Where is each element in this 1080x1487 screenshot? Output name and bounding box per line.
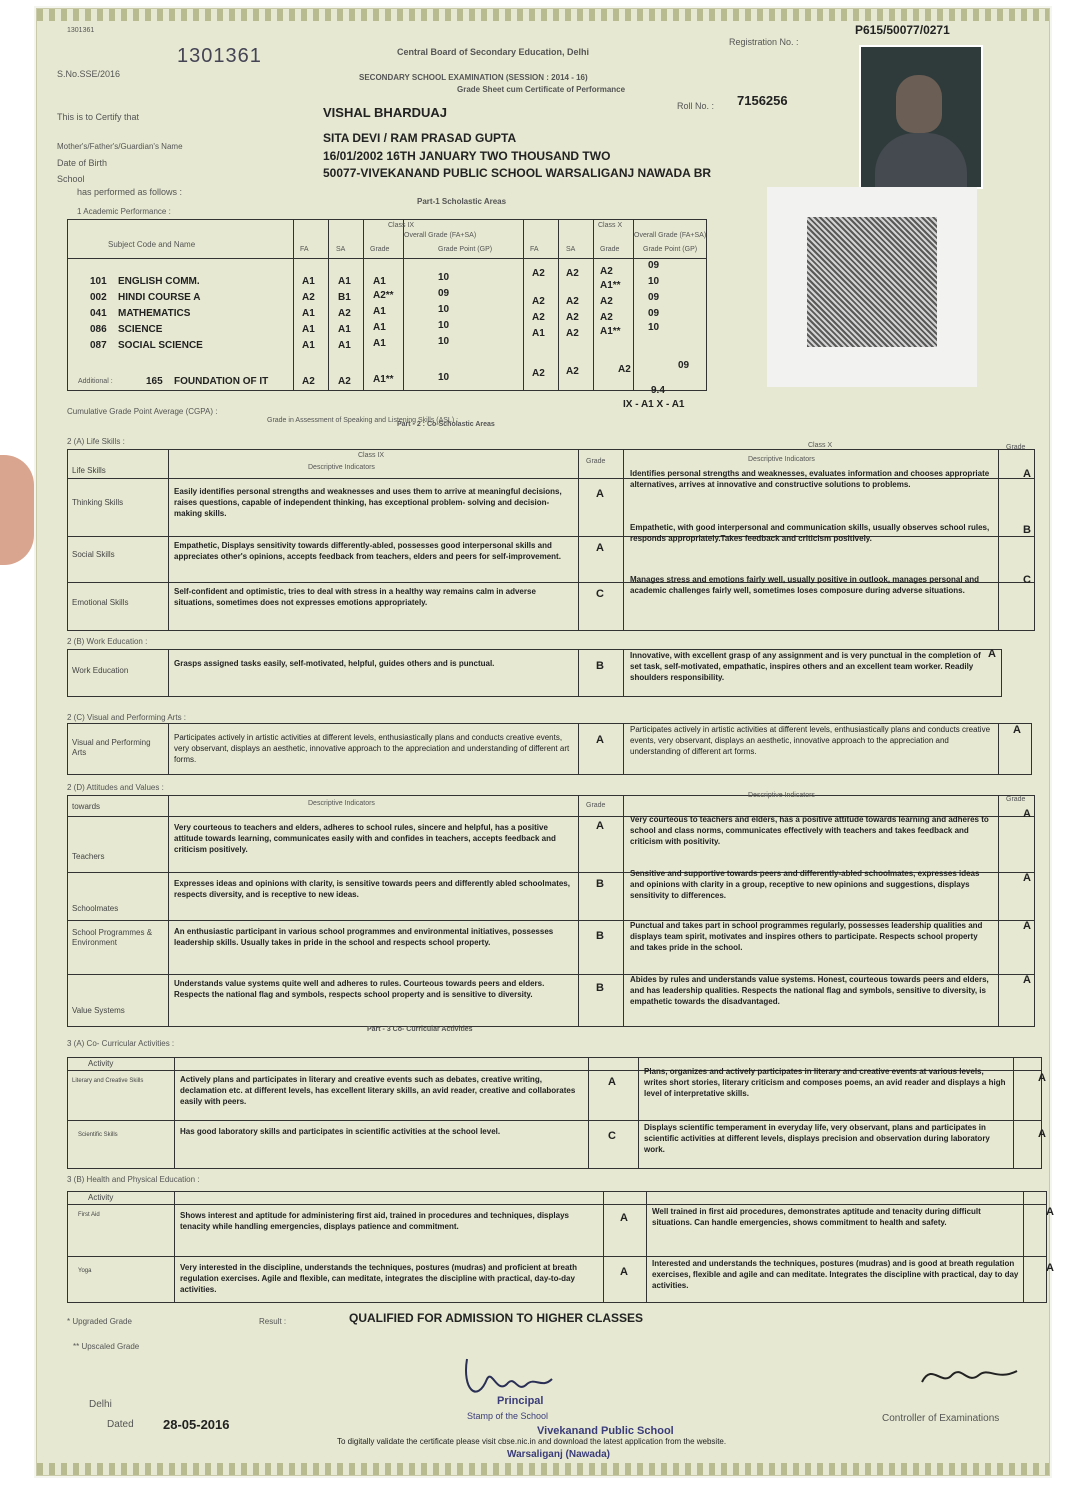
- academic-table: [67, 219, 707, 391]
- subject-code: 002: [90, 292, 107, 303]
- gp-cell: 09: [678, 360, 690, 371]
- gp-cell: 10: [438, 272, 450, 283]
- x-indicator: Punctual and takes part in school programmes regularly, possesses leadership qualities and displays team spirit, motivates and inspires others to participate. Respects school property and takes pride in the school.: [630, 921, 983, 952]
- x-indicator: Sensitive and supportive towards peers and differently-abled schoolmates, expresses ideas and opinions with clarity in a group, receptive to new opinions and suggestions, displays sensitivity to differences.: [630, 869, 980, 900]
- part3-title: Part - 3 Co- Curricular Activities: [367, 1026, 473, 1033]
- x-indicator: Abides by rules and understands value systems. Honest, courteous towards peers and elders, and has leadership qualities. Respects the national flag and symbols, sensitive to diversity, is empathetic towards the disadvantaged.: [630, 975, 989, 1006]
- x-grade: A: [1023, 808, 1031, 820]
- grade-cell: A1: [373, 338, 386, 349]
- grade-cell: A2: [600, 266, 613, 277]
- grade-cell: A1: [302, 324, 315, 335]
- x-grade: A: [1038, 1072, 1046, 1084]
- subject-code: 101: [90, 276, 107, 287]
- attitudes-table: [67, 792, 1035, 1027]
- reg-label: Registration No. :: [729, 37, 799, 47]
- activity-name: Literary and Creative Skills: [72, 1078, 144, 1084]
- subject-header: Subject Code and Name: [108, 240, 196, 249]
- grade-cell: A2: [532, 312, 545, 323]
- x-indicator: Innovative, with excellent grasp of any assignment and is very punctual in the completion of set task, self-motivated, empathatic, inspires others and an excellent team worker. Readily shoulders responsibility.: [630, 651, 981, 682]
- ix-indicator: Empathetic, Displays sensitivity towards differently-abled, possesses good interpersonal skills and appreciates other's opinions, accepts feedback from teachers, elders and peers for self-improvement.: [174, 541, 561, 561]
- part1-title: Part-1 Scholastic Areas: [417, 197, 507, 206]
- x-grade: C: [1023, 574, 1031, 586]
- ix-indicator: Participates actively in artistic activities at different levels, enthusiastically plans and conducts creative events, very observant, displays an aesthetic, innovative approach to the appreciation and understanding of different art forms.: [174, 733, 570, 764]
- grade-cell: A2: [302, 292, 315, 303]
- x-grade: B: [1023, 524, 1031, 536]
- grade-cell: A1: [338, 340, 351, 351]
- upscaled-note: ** Upscaled Grade: [73, 1342, 140, 1351]
- ix-grade: A: [608, 1076, 616, 1088]
- certify-label: This is to Certify that: [57, 112, 140, 122]
- grade9-header: Grade: [370, 246, 390, 253]
- grade10-header: Grade: [600, 246, 620, 253]
- sa10-header: SA: [566, 246, 576, 253]
- sno-label: S.No.SSE/2016: [57, 69, 121, 79]
- activity-name: Scientific Skills: [78, 1132, 118, 1138]
- attitude-name: Schoolmates: [72, 904, 119, 913]
- grade-header: Grade: [1006, 796, 1026, 803]
- ix-grade: A: [596, 820, 604, 832]
- class9-header: Class IX: [388, 222, 415, 229]
- x-indicator: Participates actively in artistic activities at different levels, enthusiastically plans and conducts creative events, very observant, displays an aesthetic, innovative approach to the appreciation and understanding of different art forms.: [630, 725, 991, 756]
- life-skills-table: [67, 442, 1035, 631]
- school-label: School: [57, 174, 85, 184]
- x-indicator: Plans, organizes and actively participates in literary and creative events at various levels, writes short stories, literary criticism and composes poems, an avid reader and displays a high level of interpretative skills.: [644, 1067, 1006, 1098]
- x-grade: A: [1023, 872, 1031, 884]
- fa10-header: FA: [530, 246, 539, 253]
- ix-indicator: Expresses ideas and opinions with clarity, is sensitive towards peers and differently abled schoolmates, respects diversity, and is receptive to new ideas.: [174, 879, 570, 899]
- activity-header: Activity: [88, 1193, 114, 1202]
- photo-face: [896, 75, 942, 133]
- grade-cell: A1**: [600, 280, 621, 291]
- x-indicator: Displays scientific temperament in everyday life, very observant, plans and participates in scientific activities at different levels, displays precision and observation during laboratory work.: [644, 1123, 990, 1154]
- ix-grade: B: [596, 878, 604, 890]
- grade-cell: A2: [532, 268, 545, 279]
- class9-label: Class IX: [358, 452, 385, 459]
- subject-name: ENGLISH COMM.: [118, 276, 200, 287]
- arts-title: 2 (C) Visual and Performing Arts :: [67, 713, 187, 722]
- x-grade: A: [1046, 1206, 1054, 1218]
- qr-code: [767, 187, 977, 387]
- serial-number: 1301361: [177, 45, 262, 67]
- performed-label: has performed as follows :: [77, 187, 183, 197]
- x-indicator: Manages stress and emotions fairly well, usually positive in outlook, manages personal and academic challenges fairly well, sometimes loses composure during adverse situations.: [630, 575, 979, 595]
- grade-header: Grade: [1006, 444, 1026, 451]
- x-grade: A: [1023, 468, 1031, 480]
- desc-header: Descriptive Indicators: [308, 800, 375, 807]
- grade-cell: A1: [373, 322, 386, 333]
- x-grade: A: [988, 648, 996, 660]
- thumb: [0, 455, 34, 565]
- life-skills-label: Life Skills: [72, 466, 106, 475]
- x-indicator: Well trained in first aid procedures, demonstrates aptitude and tenacity during difficult situations. Can handle emergencies, shows commitment to health and safety.: [652, 1207, 981, 1227]
- roll-number: 7156256: [737, 93, 788, 108]
- x-grade: A: [1023, 920, 1031, 932]
- controller-signature: [917, 1357, 1027, 1397]
- attitude-name: School Programmes & Environment: [72, 928, 153, 947]
- cgpa-label: Cumulative Grade Point Average (CGPA) :: [67, 407, 218, 416]
- subject-name: SOCIAL SCIENCE: [118, 340, 203, 351]
- academic-label: 1 Academic Performance :: [77, 207, 171, 216]
- subject-name: HINDI COURSE A: [118, 292, 201, 303]
- attitude-name: Value Systems: [72, 1006, 125, 1015]
- gp-cell: 10: [438, 336, 450, 347]
- ix-grade: C: [596, 588, 604, 600]
- grade-cell: A1: [532, 328, 545, 339]
- work-education-table: [67, 649, 1002, 697]
- dob-label: Date of Birth: [57, 158, 108, 168]
- ix-indicator: Self-confident and optimistic, tries to deal with stress in a healthy way remains calm in adverse situations, sometimes does not expresses emotions appropriately.: [174, 587, 536, 607]
- bottom-border: [37, 1463, 1049, 1475]
- grade-cell: A2: [566, 268, 579, 279]
- x-grade: A: [1046, 1262, 1054, 1274]
- result-label: Result :: [259, 1317, 287, 1326]
- top-border: [37, 9, 1049, 21]
- work-label: Work Education: [72, 666, 129, 675]
- gp10-header: Grade Point (GP): [643, 246, 698, 253]
- place-label: Delhi: [89, 1399, 112, 1410]
- gp-cell: 10: [438, 372, 450, 383]
- cca-title: 3 (A) Co- Curricular Activities :: [67, 1039, 175, 1048]
- cgpa-value: 9.4: [651, 385, 665, 396]
- skill-name: Social Skills: [72, 550, 115, 559]
- result-value: QUALIFIED FOR ADMISSION TO HIGHER CLASSES: [349, 1311, 644, 1325]
- issue-date: 28-05-2016: [163, 1417, 230, 1432]
- grade-cell: A1: [302, 340, 315, 351]
- subject-code: 041: [90, 308, 107, 319]
- school-stamp: Vivekanand Public School: [537, 1425, 674, 1437]
- skill-name: Thinking Skills: [72, 498, 124, 507]
- x-grade: A: [1038, 1128, 1046, 1140]
- subject-code: 086: [90, 324, 107, 335]
- attitude-name: Teachers: [72, 852, 105, 861]
- gp-cell: 10: [648, 322, 660, 333]
- overall9-header: Overall Grade (FA+SA): [404, 232, 477, 239]
- x-indicator: Interested and understands the techniques, postures (mudras) and is good at breath regulation exercises, flexible and agile and can meditate. Integrates the discipline with practical, day to day activities.: [652, 1259, 1019, 1290]
- exam-name: SECONDARY SCHOOL EXAMINATION (SESSION : 2014 - 16): [359, 73, 588, 82]
- hpe-name: Yoga: [78, 1268, 92, 1274]
- ix-grade: A: [596, 488, 604, 500]
- x-grade: A: [1013, 724, 1021, 736]
- ix-grade: B: [596, 660, 604, 672]
- ix-indicator: Easily identifies personal strengths and weaknesses and uses them to arrive at meaningful decisions, raises questions, capable of independent thinking, has exceptional problem- solving and decision- making skills.: [174, 487, 562, 518]
- asl-label: Grade in Assessment of Speaking and Listening Skills (ASL) :: [267, 417, 459, 424]
- grade-cell: A1: [302, 308, 315, 319]
- reg-number: P615/50077/0271: [855, 23, 950, 37]
- ix-indicator: Very courteous to teachers and elders, adheres to school rules, sincere and helpful, has a positive attitude towards learning, communicates easily with and confides in teachers, accepts feedback and criticism positively.: [174, 823, 556, 854]
- ix-grade: A: [620, 1212, 628, 1224]
- x-indicator: Identifies personal strengths and weaknesses, evaluates information and chooses appropriate alternatives, arrives at innovative and constructive solutions to problems.: [630, 469, 990, 489]
- grade-cell: A1**: [600, 326, 621, 337]
- gp-cell: 09: [648, 260, 660, 271]
- ix-grade: A: [596, 542, 604, 554]
- life-title: 2 (A) Life Skills :: [67, 437, 125, 446]
- dob: 16/01/2002 16TH JANUARY TWO THOUSAND TWO: [323, 149, 611, 163]
- sa9-header: SA: [336, 246, 346, 253]
- qr-pattern: [807, 217, 937, 347]
- gp-cell: 10: [438, 320, 450, 331]
- school-name: 50077-VIVEKANAND PUBLIC SCHOOL WARSALIGANJ NAWADA BR: [323, 166, 712, 180]
- arts-label: Visual and Performing Arts: [72, 738, 151, 757]
- cca-table: [67, 1057, 1046, 1169]
- ix-indicator: Shows interest and aptitude for administering first aid, trained in procedures and techniques, displays tenacity while handling emergencies, displays patience and commitment.: [180, 1211, 569, 1231]
- grade-cell: A2: [532, 368, 545, 379]
- att-title: 2 (D) Attitudes and Values :: [67, 783, 164, 792]
- grade-cell: A2: [566, 296, 579, 307]
- arts-table: [67, 723, 1032, 775]
- part2-title: Part - 2 : Co-Scholastic Areas: [397, 421, 495, 428]
- x-indicator: Empathetic, with good interpersonal and communication skills, usually observes school rules, responds appropriately.Takes feedback and criticism positively.: [630, 523, 990, 543]
- board-name: Central Board of Secondary Education, Delhi: [397, 47, 590, 57]
- student-photo: [859, 45, 983, 189]
- gp-cell: 09: [648, 308, 660, 319]
- code-small: 1301361: [67, 27, 95, 34]
- hpe-name: First Aid: [78, 1212, 100, 1218]
- grade-cell: A2: [600, 296, 613, 307]
- grade-cell: A2: [338, 376, 351, 387]
- upgraded-note: * Upgraded Grade: [67, 1317, 132, 1326]
- ix-grade: A: [596, 734, 604, 746]
- hpe-table: [67, 1191, 1054, 1303]
- ix-grade: A: [620, 1266, 628, 1278]
- ix-indicator: Understands value systems quite well and adheres to rules. Courteous towards peers and elders. Respects the national flag and symbols, respects school property and is sensitive to diversity.: [174, 979, 545, 999]
- parents-label: Mother's/Father's/Guardian's Name: [57, 142, 183, 151]
- subject-name: SCIENCE: [118, 324, 163, 335]
- gp-cell: 10: [648, 276, 660, 287]
- ix-indicator: Has good laboratory skills and participates in scientific activities at the school level.: [180, 1127, 501, 1136]
- ix-indicator: Actively plans and participates in literary and creative events such as debates, creative writing, declamation etc. at different levels, has excellent literary skills, an avid reader, creative and collaborates easily with peers.: [180, 1075, 576, 1106]
- sheet-title: Grade Sheet cum Certificate of Performance: [457, 85, 626, 94]
- parents-name: SITA DEVI / RAM PRASAD GUPTA: [323, 131, 517, 145]
- desc-header: Descriptive Indicators: [748, 456, 815, 463]
- dated-label: Dated: [107, 1419, 134, 1430]
- stamp-label: Stamp of the School: [467, 1411, 549, 1421]
- subject-code: 087: [90, 340, 107, 351]
- grade-cell: A2: [566, 366, 579, 377]
- ix-indicator: Very interested in the discipline, understands the techniques, postures (mudras) and proficient at breath regulation exercises. Agile and flexible, can meditate, integrates the discipline with practical, day-to-day activities.: [180, 1263, 577, 1294]
- skill-name: Emotional Skills: [72, 598, 129, 607]
- ix-indicator: Grasps assigned tasks easily, self-motivated, helpful, guides others and is punctual.: [174, 659, 495, 668]
- student-name: VISHAL BHARDUAJ: [323, 105, 447, 120]
- fa9-header: FA: [300, 246, 309, 253]
- grade-cell: A1: [338, 276, 351, 287]
- ix-grade: C: [608, 1130, 616, 1142]
- photo-shoulders: [875, 133, 967, 187]
- grade-cell: A1: [338, 324, 351, 335]
- grade-cell: A2**: [373, 290, 394, 301]
- gp9-header: Grade Point (GP): [438, 246, 493, 253]
- grade-cell: A2: [532, 296, 545, 307]
- roll-label: Roll No. :: [677, 101, 715, 111]
- principal-label: Principal: [497, 1395, 544, 1407]
- school-stamp-place: Warsaliganj (Nawada): [507, 1449, 610, 1460]
- subject-code: 165: [146, 376, 163, 387]
- towards-label: towards: [72, 802, 101, 811]
- grade-header: Grade: [586, 802, 606, 809]
- work-title: 2 (B) Work Education :: [67, 637, 148, 646]
- subject-name: MATHEMATICS: [118, 308, 191, 319]
- grade-cell: A2: [566, 312, 579, 323]
- grade-cell: A2: [566, 328, 579, 339]
- ix-indicator: An enthusiastic participant in various school programmes and environmental initiatives, possesses leadership skills. Usually takes in pride in the school and respects school property.: [174, 927, 554, 947]
- hpe-title: 3 (B) Health and Physical Education :: [67, 1175, 200, 1184]
- activity-header: Activity: [88, 1059, 114, 1068]
- overall10-header: Overall Grade (FA+SA): [634, 232, 707, 239]
- ix-grade: B: [596, 982, 604, 994]
- grade-cell: B1: [338, 292, 351, 303]
- asl-value: IX - A1 X - A1: [623, 399, 685, 410]
- desc-header: Descriptive Indicators: [748, 792, 815, 799]
- grade-cell: A2: [302, 376, 315, 387]
- grade-cell: A2: [618, 364, 631, 375]
- class10-header: Class X: [598, 222, 623, 229]
- grade-cell: A1: [373, 306, 386, 317]
- validate-note: To digitally validate the certificate please visit cbse.nic.in and download the latest application from the website.: [337, 1437, 727, 1446]
- gp-cell: 09: [648, 292, 660, 303]
- additional-label: Additional :: [78, 378, 113, 385]
- certificate: [36, 8, 1054, 1476]
- ix-grade: B: [596, 930, 604, 942]
- grade-cell: A1: [373, 276, 386, 287]
- x-grade: A: [1023, 974, 1031, 986]
- desc-header: Descriptive Indicators: [308, 464, 375, 471]
- x-indicator: Very courteous to teachers and elders, has a positive attitude towards learning and adheres to school and class norms, communicates effectively with teachers and takes feedback and criticism with positivity.: [630, 815, 989, 846]
- grade-cell: A1**: [373, 374, 394, 385]
- grade-cell: A1: [302, 276, 315, 287]
- grade-header: Grade: [586, 458, 606, 465]
- gp-cell: 09: [438, 288, 450, 299]
- gp-cell: 10: [438, 304, 450, 315]
- controller-label: Controller of Examinations: [882, 1413, 1000, 1424]
- grade-cell: A2: [338, 308, 351, 319]
- class10-label: Class X: [808, 442, 833, 449]
- grade-cell: A2: [600, 312, 613, 323]
- subject-name: FOUNDATION OF IT: [174, 376, 269, 387]
